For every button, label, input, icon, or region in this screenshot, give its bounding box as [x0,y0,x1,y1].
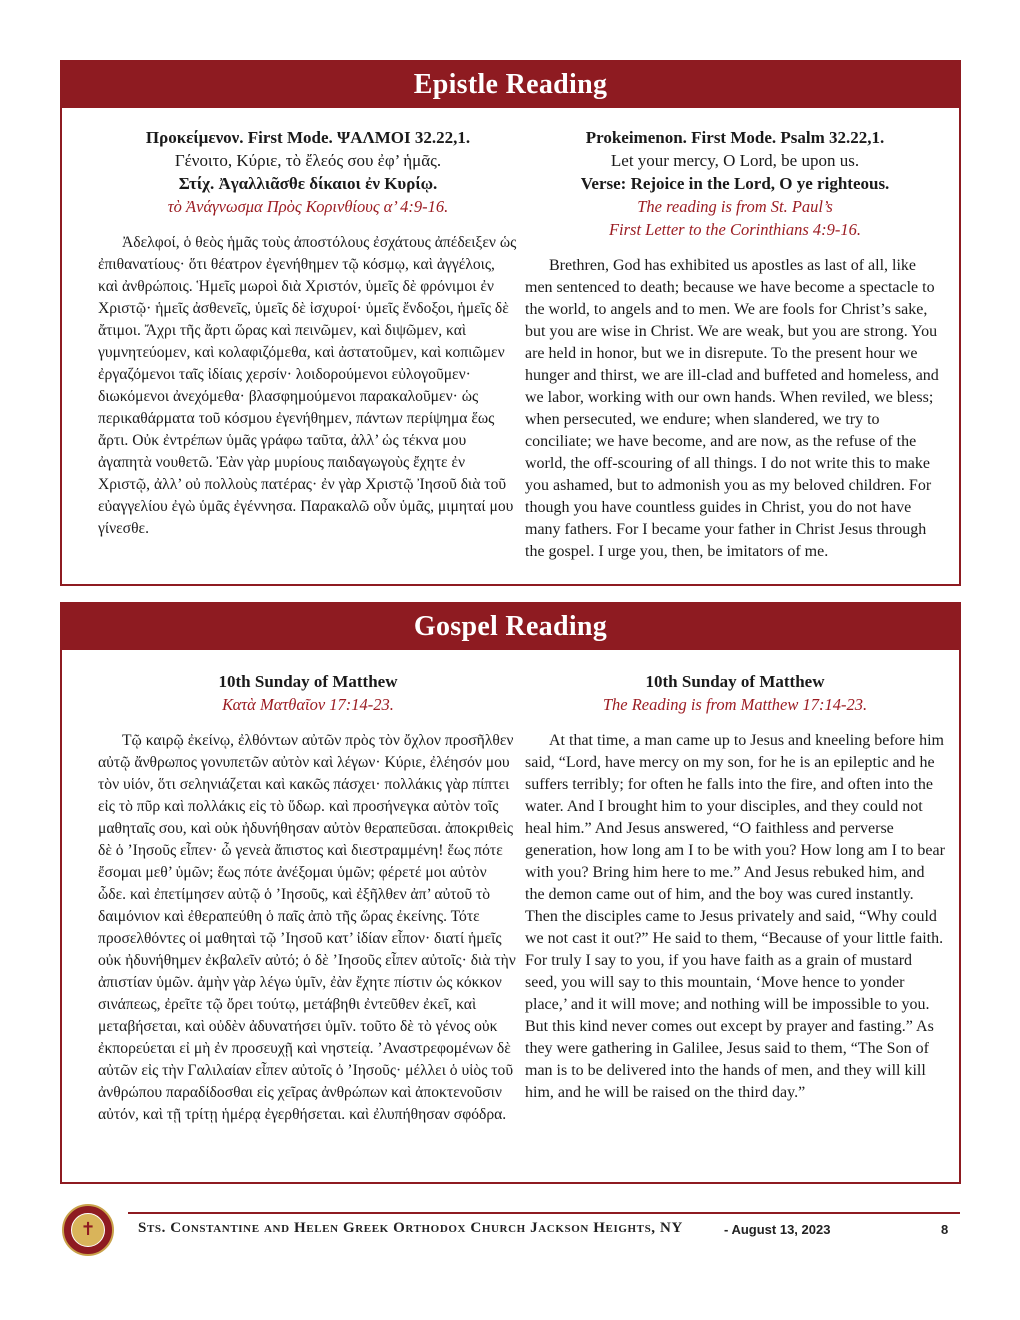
epistle-greek-column [98,126,518,540]
prokeimenon-greek-verse: Γένοιτο, Κύριε, τὸ ἔλεός σου ἐφ’ ἡμᾶς. [174,151,442,170]
church-seal-inner [71,1213,105,1247]
prokeimenon-greek: Προκείμενον. First Mode. ΨΑΛΜΟΙ 32.22,1. [145,128,471,147]
gospel-greek-sunday: 10th Sunday of Matthew [218,672,398,691]
footer-rule [128,1212,960,1214]
verse-english: Verse: Rejoice in the Lord, O ye righteous. [580,174,890,193]
epistle-english-reference-1: The reading is from St. Paul’s [637,197,833,216]
epistle-greek-reference: τὸ Ἀνάγνωσμα Πρὸς Κορινθίους α’ 4:9-16. [167,197,449,216]
stichos-greek: Στίχ. Ἀγαλλιᾶσθε δίκαιοι ἐν Κυρίῳ. [178,174,438,193]
epistle-english-text: Brethren, God has exhibited us apostles as last of all, like men sentenced to death; because we have become a spectacle to the world, to angels and to men. We are fools for Christ’s sake, but you are wise in Christ. We are weak, but you are strong. You are held in honor, but we in disrepute. To the present hour we hunger and thirst, we are ill-clad and buffeted and homeless, and we labor, working with our own hands. When reviled, we bless; when persecuted, we endure; when slandered, we try to conciliate; we have become, and are now, as the refuse of the world, the off-scouring of all things. I do not write this to make you ashamed, but to admonish you as my beloved children. For though you have countless guides in Christ, you do not have many fathers. For I became your father in Christ Jesus through the gospel. I urge you, then, be imitators of me. [525,257,939,560]
epistle-section [60,60,961,586]
gospel-greek-column [98,670,518,1126]
footer-church-name: Sts. Constantine and Helen Greek Orthodox Church Jackson Heights, NY [138,1220,683,1236]
epistle-english-column [525,126,945,563]
church-seal-icon [62,1204,114,1256]
gospel-greek-text: Τῷ καιρῷ ἐκείνῳ, ἐλθόντων αὐτῶν πρὸς τὸν ὄχλον προσῆλθεν αὐτῷ ἄνθρωπος γονυπετῶν αὐτὸν καὶ λέγων· Κύριε, ἐλέησόν μου τὸν υἱόν, ὅτι σεληνιάζεται καὶ κακῶς πάσχει· πολλάκις γὰρ πίπτει εἰς τὸ πῦρ καὶ πολλάκις εἰς τὸ ὕδωρ. καὶ προσήνεγκα αὐτὸν τοῖς μαθηταῖς σου, καὶ οὐκ ἠδυνήθησαν αὐτὸν θεραπεῦσαι. ἀποκριθεὶς δὲ ὁ ’Ιησοῦς εἶπεν· ὦ γενεὰ ἄπιστος καὶ διεστραμμένη! ἕως πότε ἔσομαι μεθ’ ὑμῶν; ἕως πότε ἀνέξομαι ὑμῶν; φέρετέ μοι αὐτὸν ὧδε. καὶ ἐπετίμησεν αὐτῷ ὁ ’Ιησοῦς, καὶ ἐξῆλθεν ἀπ’ αὐτοῦ τὸ δαιμόνιον καὶ ἐθεραπεύθη ὁ παῖς ἀπὸ τῆς ὥρας ἐκείνης. Τότε προσελθόντες οἱ μαθηταὶ τῷ ’Ιησοῦ κατ’ ἰδίαν εἶπον· διατί ἡμεῖς οὐκ ἠδυνήθημεν ἐκβαλεῖν αὐτό; ὁ δὲ ’Ιησοῦς εἶπεν αὐτοῖς· διὰ τὴν ἀπιστίαν ὑμῶν. ἀμὴν γὰρ λέγω ὑμῖν, ἐὰν ἔχητε πίστιν ὡς κόκκον σινάπεως, ἐρεῖτε τῷ ὄρει τούτῳ, μετάβηθι ἐντεῦθεν ἐκεῖ, καὶ μεταβήσεται, καὶ οὐδὲν ἀδυνατήσει ὑμῖν. τοῦτο δὲ τὸ γένος οὐκ ἐκπορεύεται εἰ μὴ ἐν προσευχῇ καὶ νηστείᾳ. ’Αναστρεφομένων δὲ αὐτῶν εἰς τὴν Γαλιλαίαν εἶπεν αὐτοῖς ὁ ’Ιησοῦς· μέλλει ὁ υἱὸς τοῦ ἀνθρώπου παραδίδοσθαι εἰς χεῖρας ἀνθρώπων καὶ ἀποκτενοῦσιν αὐτόν, καὶ τῇ τρίτῃ ἡμέρᾳ ἐγερθήσεται. καὶ ἐλυπήθησαν σφόδρα. [98,732,516,1123]
epistle-title: Epistle Reading [62,62,959,108]
footer-date: - August 13, 2023 [724,1222,831,1237]
cross-icon: ✝ [80,1219,96,1239]
prokeimenon-english: Prokeimenon. First Mode. Psalm 32.22,1. [585,128,885,147]
gospel-english-column [525,670,945,1104]
gospel-english-sunday: 10th Sunday of Matthew [645,672,825,691]
epistle-greek-heading [98,126,518,218]
gospel-english-text: At that time, a man came up to Jesus and kneeling before him said, “Lord, have mercy on my son, for he is an epileptic and he suffers terribly; for often he falls into the fire, and often into the water. And I brought him to your disciples, and they could not heal him.” And Jesus answered, “O faithless and perverse generation, how long am I to be with you? How long am I to bear with you? Bring him here to me.” And Jesus rebuked him, and the demon came out of him, and the boy was cured instantly. Then the disciples came to Jesus privately and said, “Why could we not cast it out?” He said to them, “Because of your little faith. For truly I say to you, if you have faith as a grain of mustard seed, you will say to this mountain, ‘Move hence to yonder place,’ and it will move; and nothing will be impossible to you. But this kind never comes out except by prayer and fasting.” As they were gathering in Galilee, Jesus said to them, “The Son of man is to be delivered into the hands of men, and they will kill him, and he will be raised on the third day.” [525,732,945,1101]
page-number: 8 [941,1222,949,1237]
gospel-greek-heading [98,670,518,716]
prokeimenon-english-verse: Let your mercy, O Lord, be upon us. [610,151,860,170]
gospel-english-heading [525,670,945,716]
epistle-english-heading [525,126,945,241]
gospel-english-reference: The Reading is from Matthew 17:14-23. [602,695,868,714]
gospel-section [60,602,961,1184]
epistle-english-reference-2: First Letter to the Corinthians 4:9-16. [608,220,862,239]
epistle-greek-text: Ἀδελφοί, ὁ θεὸς ἡμᾶς τοὺς ἀποστόλους ἐσχάτους ἀπέδειξεν ὡς ἐπιθανατίους· ὅτι θέατρον ἐγενήθημεν τῷ κόσμῳ, καὶ ἀγγέλοις, καὶ ἀνθρώποις. Ἡμεῖς μωροὶ διὰ Χριστόν, ὑμεῖς δὲ φρόνιμοι ἐν Χριστῷ· ἡμεῖς ἀσθενεῖς, ὑμεῖς δὲ ἰσχυροί· ὑμεῖς ἔνδοξοι, ἡμεῖς δὲ ἄτιμοι. Ἄχρι τῆς ἄρτι ὥρας καὶ πεινῶμεν, καὶ διψῶμεν, καὶ γυμνητεύομεν, καὶ κολαφιζόμεθα, καὶ ἀστατοῦμεν, καὶ κοπιῶμεν ἐργαζόμενοι ταῖς ἰδίαις χερσίν· λοιδορούμενοι εὐλογοῦμεν· διωκόμενοι ἀνεχόμεθα· βλασφημούμενοι παρακαλοῦμεν· ὡς περικαθάρματα τοῦ κόσμου ἐγενήθημεν, πάντων περίψημα ἕως ἄρτι. Οὐκ ἐντρέπων ὑμᾶς γράφω ταῦτα, ἀλλ’ ὡς τέκνα μου ἀγαπητὰ νουθετῶ. Ἐὰν γὰρ μυρίους παιδαγωγοὺς ἔχητε ἐν Χριστῷ, ἀλλ’ οὐ πολλοὺς πατέρας· ἐν γὰρ Χριστῷ Ἰησοῦ διὰ τοῦ εὐαγγελίου ἐγὼ ὑμᾶς ἐγέννησα. Παρακαλῶ οὖν ὑμᾶς, μιμηταί μου γίνεσθε. [98,234,517,537]
gospel-title: Gospel Reading [62,604,959,650]
gospel-greek-reference: Κατὰ Ματθαῖον 17:14-23. [222,695,394,714]
